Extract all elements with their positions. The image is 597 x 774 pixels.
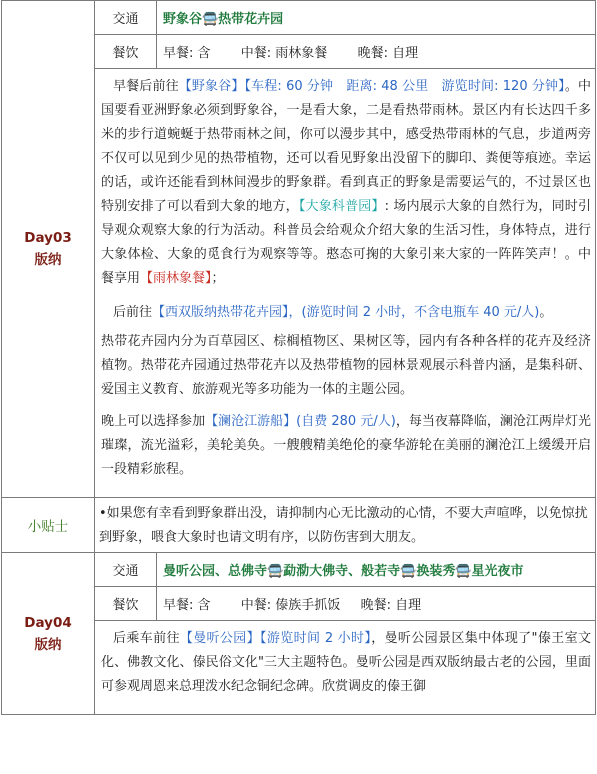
meal-info xyxy=(157,35,596,69)
lunch: 中餐: 雨林象餐 xyxy=(240,46,328,61)
day-place: 版纳 xyxy=(34,636,62,653)
meal-label: 餐饮 xyxy=(95,587,157,621)
day-cell-day03 xyxy=(2,1,95,498)
highlight-wild-elephant-valley: 【野象谷】【车程: 60 分钟 距离: 48 公里 游览时间: 120 分钟】 xyxy=(178,79,565,94)
paragraph-wild-elephant: 早餐后前往【野象谷】【车程: 60 分钟 距离: 48 公里 游览时间: 120 分钟】。中国要看亚洲野象必须到野象谷，一是看大象，二是看热带雨林。景区内有长达四千多米的步行道蜿蜒于热带雨林之间，你可以漫步其中，感受热带雨林的气息，步道两旁不仅可以见到少见的热带植物，还可以看见野象出没留下的脚印、粪便等痕迹。幸运的话，或许还能看到林间漫步的野象群。看到真正的野象是需要运气的，不过景区也特别安排了可以看到大象的地方，【大象科普园】: 场内展示大象的自然行为，同时引导观众观察大象的行为活动。科普员会给观众介绍大象的生活习性，身体特点，进行大象体检、大象的觅食行为观察等等。憨态可掬的大象引来大家的一阵阵笑声！。中餐享用【雨林象餐】； xyxy=(101,79,591,286)
paragraph-manting-park: 后乘车前往【曼听公园】【游览时间 2 小时】，曼听公园景区集中体现了"傣王室文化、佛教文化、傣民俗文化"三大主题特色。曼听公园是西双版纳最古老的公园，里面可参观周恩来总理泼水纪念铜纪念碑。欣赏调皮的傣王御 xyxy=(101,631,591,694)
tips-text: •如果您有幸看到野象群出没，请抑制内心无比激动的心情，不要大声喧哗，以免惊扰到野象，喂食大象时也请文明有序，以防伤害到大朋友。 xyxy=(95,498,596,553)
day-number: Day04 xyxy=(24,614,72,631)
itinerary-table xyxy=(1,0,596,715)
day-cell-day04 xyxy=(2,553,95,715)
transport-label: 交通 xyxy=(95,553,157,587)
highlight-manting-park: 【曼听公园】【游览时间 2 小时】 xyxy=(179,631,372,646)
lunch: 中餐: 傣族手抓饭 xyxy=(240,598,341,613)
day-place: 版纳 xyxy=(34,252,62,268)
paragraph-flower-garden-intro: 后前往【西双版纳热带花卉园】，(游览时间 2 小时，不含电瓶车 40 元/人)。 xyxy=(113,305,553,320)
transport-route: 野象谷🚍热带花卉园 xyxy=(157,1,596,35)
highlight-rainforest-meal: 【雨林象餐】 xyxy=(140,271,212,286)
paragraph-flower-garden: 热带花卉园内分为百草园区、棕榈植物区、果树区等，园内有各种各样的花卉及经济植物。热带花卉园通过热带花卉以及热带植物的园林景观展示科普内涵，是集科研、爱国主义教育、旅游观光等多功能为一体的主题公园。 xyxy=(101,334,591,397)
dinner: 晚餐: 自理 xyxy=(360,598,422,613)
meal-info xyxy=(157,587,596,621)
day-description xyxy=(95,621,596,715)
highlight-elephant-park: 【大象科普园】 xyxy=(298,199,385,214)
transport-label: 交通 xyxy=(95,1,157,35)
breakfast: 早餐: 含 xyxy=(163,598,211,613)
day-description xyxy=(95,69,596,498)
paragraph-river-cruise: 晚上可以选择参加【澜沧江游船】(自费 280 元/人)，每当夜幕降临，澜沧江两岸灯光璀璨，流光溢彩，美轮美奂。一艘艘精美绝伦的豪华游轮在美丽的澜沧江上缓缓开启一段精彩旅程。 xyxy=(101,414,591,477)
day-number: Day03 xyxy=(24,230,72,246)
dinner: 晚餐: 自理 xyxy=(357,46,419,61)
transport-route: 曼听公园、总佛寺🚍勐泐大佛寺、般若寺🚍换装秀🚍星光夜市 xyxy=(157,553,596,587)
tips-label: 小贴士 xyxy=(2,498,95,553)
highlight-river-cruise: 【澜沧江游船】(自费 280 元/人) xyxy=(205,414,396,429)
meal-label: 餐饮 xyxy=(95,35,157,69)
breakfast: 早餐: 含 xyxy=(163,46,211,61)
highlight-flower-garden: 【西双版纳热带花卉园】，(游览时间 2 小时，不含电瓶车 40 元/人) xyxy=(152,305,540,320)
